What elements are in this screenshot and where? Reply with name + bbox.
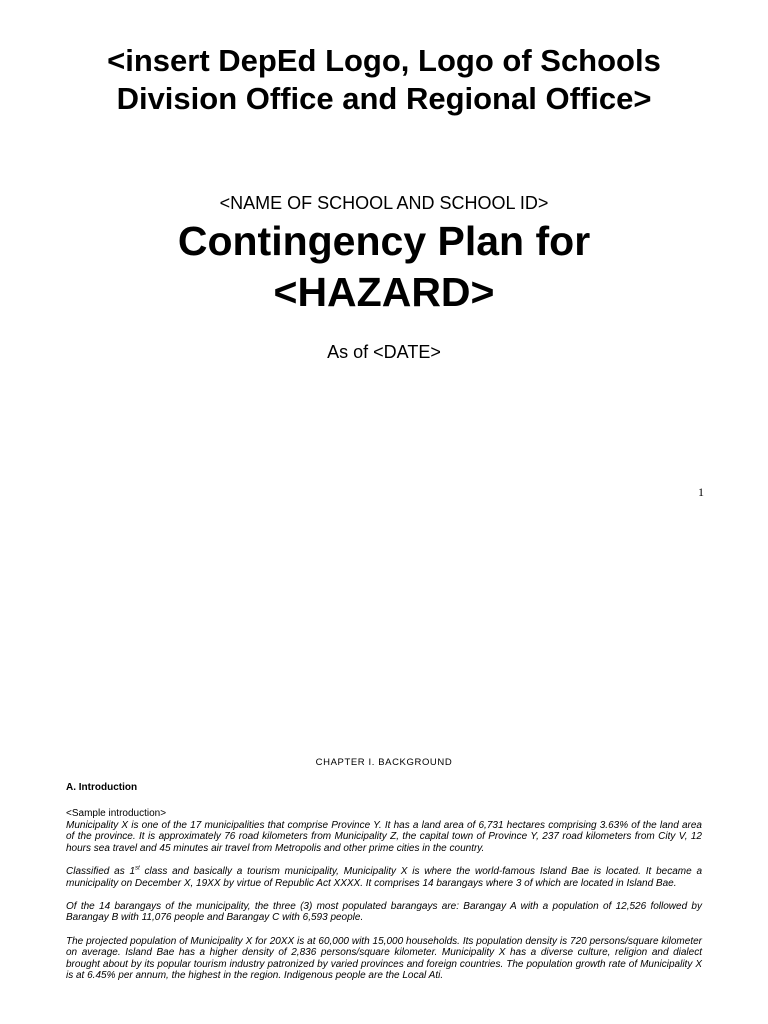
logo-placeholder-line-1: <insert DepEd Logo, Logo of Schools: [107, 43, 661, 78]
paragraph-2-rest: class and basically a tourism municipality, Municipality X is where the world-famous Island Bae is located. It became a municipality on December X, 19XX by virtue of Republic Act XXXX. It comprises 14 barangays where 3 of which are located in Island Bae.: [66, 865, 703, 889]
paragraph-2: [66, 866, 702, 889]
ordinal-superscript: st: [135, 865, 140, 872]
sample-label: <Sample introduction>: [66, 808, 167, 819]
school-name: <NAME OF SCHOOL AND SCHOOL ID>: [219, 193, 549, 213]
paragraph-1: [66, 808, 702, 854]
paragraph-3: Of the 14 barangays of the municipality, the three (3) most populated barangays are: Barangay A with a population of 12,526 followed by Barangay B with 11,076 people and Barangay C with 6,593 people.: [66, 900, 702, 924]
plan-title-line-1: Contingency Plan for: [177, 218, 591, 264]
plan-title: [40, 216, 728, 318]
logo-placeholder-line-2: Division Office and Regional Office>: [116, 81, 652, 116]
plan-title-line-2: <HAZARD>: [273, 269, 495, 315]
chapter-heading: CHAPTER I. BACKGROUND: [315, 757, 453, 768]
as-of-date: As of <DATE>: [327, 342, 441, 362]
paragraph-4: The projected population of Municipality X for 20XX is at 60,000 with 15,000 households. Its population density is 720 persons/square kilometer on average. Island Bae has a higher density of 2,836 persons/square kilometer. Municipality X has a diverse culture, religion and dialect brought about by its popular tourism industry patronized by varied provinces and foreign countries. The population growth rate of Municipality X is at 6.45% per annum, the highest in the region. Indigenous people are the Local Ati.: [66, 935, 702, 982]
paragraph-1-text: Municipality X is one of the 17 municipalities that comprise Province Y. It has a land area of 6,731 hectares comprising 3.63% of the land area of the province. It is approximately 76 road kilometers from Municipality Z, the capital town of Province Y, 237 road kilometers from City V, 12 hours sea travel and 45 minutes air travel from Metropolis and other prime cities in the country.: [66, 819, 702, 854]
introduction-body: [66, 808, 702, 994]
paragraph-2-start: Classified as 1: [66, 865, 136, 877]
page-number: 1: [698, 485, 704, 499]
section-heading: A. Introduction: [66, 782, 138, 793]
logo-placeholder-text: [40, 42, 728, 118]
